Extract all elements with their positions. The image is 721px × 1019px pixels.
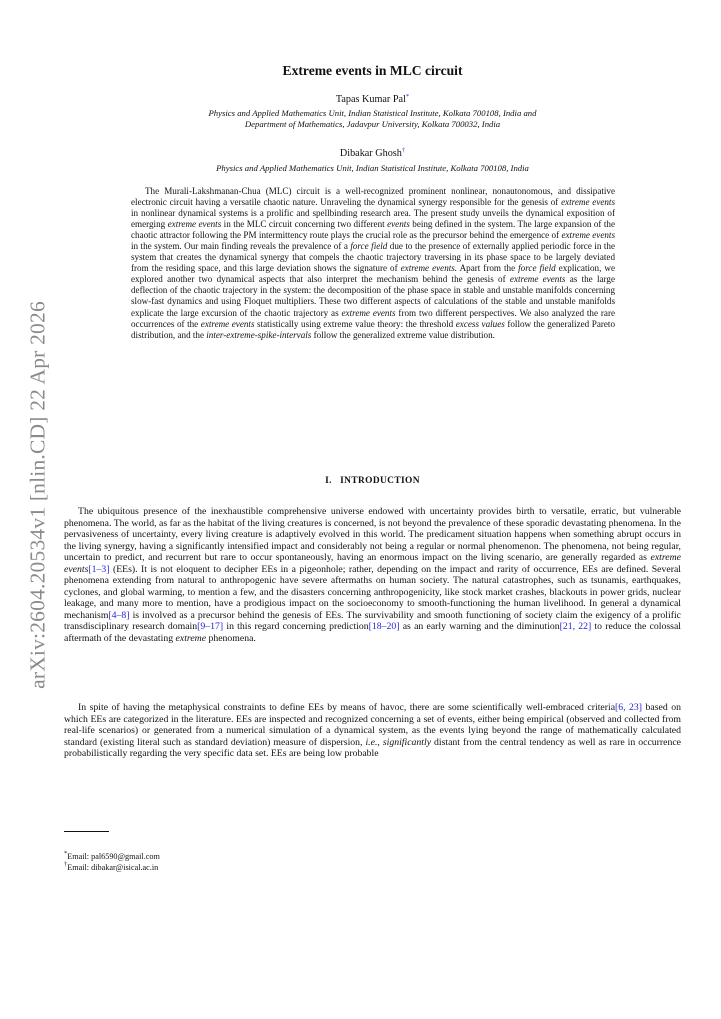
emphasis: i.e. (365, 736, 378, 748)
footnote-divider (64, 831, 109, 832)
emphasis: significantly (382, 736, 432, 748)
author-1-affiliation (100, 108, 645, 130)
footnote-1: *Email: pal6590@gmail.com (64, 850, 160, 861)
author-2-affiliation (100, 163, 645, 174)
arxiv-identifier (22, 290, 54, 700)
emphasis: extreme events. (400, 263, 458, 274)
section-number: I. (325, 476, 332, 486)
emphasis: extreme events (509, 274, 566, 285)
affiliation-line: Physics and Applied Mathematics Unit, Indian Statistical Institute, Kolkata 700108, India and (208, 108, 537, 118)
footnotes (64, 851, 160, 873)
citation-link[interactable]: [9–17] (197, 621, 224, 633)
emphasis: events (387, 219, 410, 230)
citation-link[interactable]: [18–20] (368, 621, 400, 633)
emphasis: inter-extreme-spike-intervals (206, 329, 312, 340)
author-1-name: Tapas Kumar Pal (335, 94, 406, 105)
citation-link[interactable]: [4–8] (108, 609, 130, 621)
intro-paragraph-2: In spite of having the metaphysical constraints to define EEs by means of havoc, there are some scientifically well-embraced criteria[6, 23] based on which EEs are categorized in the literature. EEs are inspected and recognized concerning a set of events, either being empirical (observed and collected from real-life scenarios) or generated from a numerical simulation of a dynamical system, as the events lying beyond the range of mathematically calculated standard (existing literal such as standard deviation) measure of dispersion, i.e., significantly distant from the central tendency as well as rare in occurrence probabilistically regarding the very specific data set. EEs are being low probable (64, 702, 682, 760)
section-heading (64, 476, 681, 486)
citation-link[interactable]: [6, 23] (615, 702, 643, 713)
emphasis: force field (518, 263, 556, 274)
affiliation-line: Physics and Applied Mathematics Unit, Indian Statistical Institute, Kolkata 700108, India (216, 163, 529, 173)
affiliation-line: Department of Mathematics, Jadavpur University, Kolkata 700032, India (244, 119, 501, 129)
paper-title: Extreme events in MLC circuit (282, 63, 463, 78)
emphasis: extreme events (561, 230, 615, 241)
author-2 (64, 148, 681, 159)
citation-link[interactable]: [21, 22] (559, 621, 592, 633)
arxiv-identifier-text: arXiv:2604.20534v1 [nlin.CD] 22 Apr 2026 (25, 301, 50, 689)
author-2-footnote-link[interactable]: † (401, 147, 406, 154)
emphasis: extreme events (167, 219, 222, 230)
emphasis: extreme events (64, 552, 681, 575)
author-1 (64, 94, 681, 105)
emphasis: extreme (175, 633, 207, 645)
abstract: The Murali-Lakshmanan-Chua (MLC) circuit is a well-recognized prominent nonlinear, nonautonomous, and dissipative electronic circuit having a versatile chaotic nature. Unraveling the dynamical synergy responsible for the genesis of extreme events in nonlinear dynamical systems is a prolific and spellbinding research area. The present study unveils the dynamical exposition of emerging extreme events in the MLC circuit concerning two different events being defined in the system. The large expansion of the chaotic attractor following the PM intermittency route plays the crucial role as the precursor behind the emergence of extreme events in the system. Our main finding reveals the prevalence of a force field due to the presence of externally applied periodic force in the system that creates the dynamical synergy that compels the chaotic trajectory traversing in its phase space to be largely deviated from the residing space, and this large deviation shows the signature of extreme events. Apart from the force field explication, we explored another two dynamical aspects that also interpret the mechanism behind the genesis of extreme events as the large deflection of the chaotic trajectory in the system: the decomposition of the phase space in stable and unstable manifolds concerning slow-fast dynamics and using Floquet multipliers. These two different aspects of calculations of the stable and unstable manifolds explicate the large excursion of the chaotic trajectory as extreme events from two different perspectives. We also analyzed the rare occurrences of the extreme events statistically using extreme value theory: the threshold excess values follow the generalized Pareto distribution, and the inter-extreme-spike-intervals follow the generalized extreme value distribution. (131, 186, 616, 340)
author-1-footnote-link[interactable]: * (405, 93, 410, 100)
emphasis: excess values (455, 318, 505, 329)
author-2-name: Dibakar Ghosh (339, 148, 402, 159)
section-title: INTRODUCTION (340, 476, 420, 486)
emphasis: extreme events (341, 307, 396, 318)
emphasis: extreme events (561, 197, 615, 208)
intro-paragraph-1: The ubiquitous presence of the inexhaustible comprehensive universe endowed with uncertainty provides birth to versatile, erratic, but vulnerable phenomena. The world, as far as the habitat of the living creatures is concerned, is not beyond the prevalence of these sporadic devastating phenomena. In the pervasiveness of uncertainty, every living creature is adaptively evolved in this world. The predicament situation happens when something abrupt occurs in the living synergy, having a significantly intensified impact and considerably not being a regular or normal phenomenon. The phenomena, not being regular, uncertain to predict, and recurrent but rare to occur spontaneously, having an enormous impact on the living scenario, are generally regarded as extreme events[1–3] (EEs). It is not eloquent to decipher EEs in a pigeonhole; rather, depending on the impact and rarity of occurrence, EEs are defined. Several phenomena extending from natural to anthropogenic have severe aftermaths on human society. The natural catastrophes, such as tsunamis, earthquakes, cyclones, and global warming, to mention a few, and the disasters concerning anthropogenicity, like stock market crashes, blackouts in power grids, nuclear leakage, and many more to mention, have a prodigious impact on the socioeconomy to smooth-functioning the human livelihood. In general a dynamical mechanism[4–8] is involved as a precursor behind the genesis of EEs. The survivability and smooth functioning of society claim the exigency of a prolific transdisciplinary research domain[9–17] in this regard concerning prediction[18–20] as an early warning and the diminution[21, 22] to reduce the colossal aftermath of the devastating extreme phenomena. (64, 506, 681, 645)
footnote-2: †Email: dibakar@isical.ac.in (64, 861, 159, 872)
citation-link[interactable]: [1–3] (88, 563, 110, 575)
emphasis: force field (350, 241, 388, 252)
emphasis: extreme events (200, 318, 255, 329)
